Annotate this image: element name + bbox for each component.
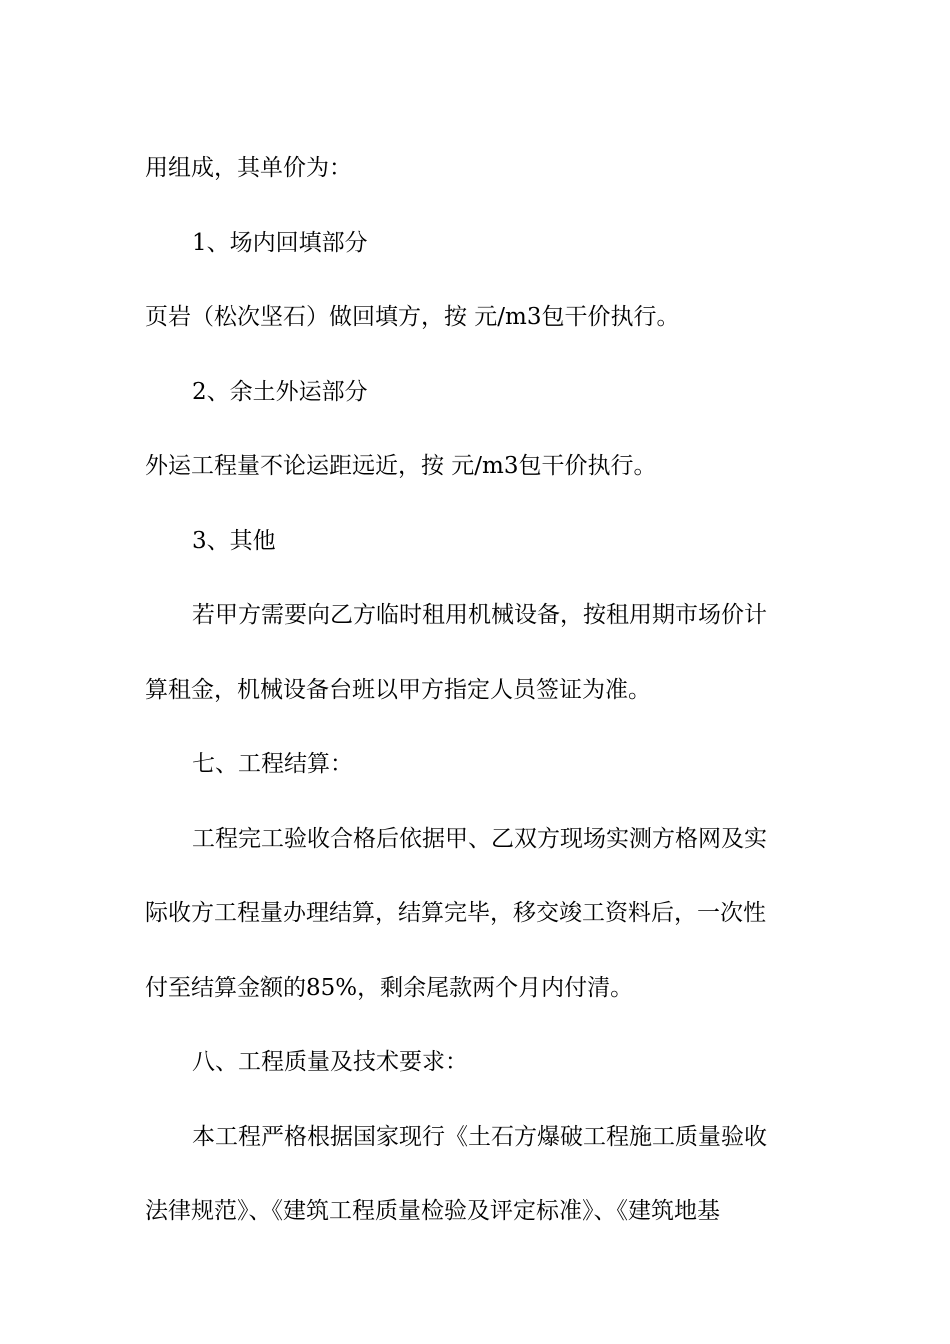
text-line-12: 付至结算金额的85%，剩余尾款两个月内付清。 bbox=[145, 974, 634, 1001]
text-line-10: 工程完工验收合格后依据甲、乙双方现场实测方格网及实 bbox=[192, 825, 767, 852]
document-body bbox=[145, 131, 815, 1249]
text-line-14: 本工程严格根据国家现行《土石方爆破工程施工质量验收 bbox=[192, 1123, 767, 1150]
text-line-5: 外运工程量不论运距远近，按 元/m3包干价执行。 bbox=[145, 453, 657, 479]
text-line-9: 七、工程结算： bbox=[192, 751, 353, 777]
text-line-6: 3、其他 bbox=[192, 527, 276, 554]
text-line-11: 际收方工程量办理结算，结算完毕，移交竣工资料后，一次性 bbox=[145, 900, 766, 926]
text-line-1: 用组成，其单价为： bbox=[145, 155, 352, 181]
text-line-13: 八、工程质量及技术要求： bbox=[192, 1049, 468, 1075]
text-line-7: 若甲方需要向乙方临时租用机械设备，按租用期市场价计 bbox=[192, 602, 767, 628]
text-line-4: 2、余土外运部分 bbox=[192, 378, 368, 405]
text-line-15: 法律规范》、《建筑工程质量检验及评定标准》、《建筑地基 bbox=[145, 1198, 720, 1224]
text-line-3: 页岩（松次坚石）做回填方，按 元/m3包干价执行。 bbox=[145, 304, 680, 330]
text-line-2: 1、场内回填部分 bbox=[192, 229, 368, 256]
text-line-8: 算租金，机械设备台班以甲方指定人员签证为准。 bbox=[145, 676, 651, 703]
